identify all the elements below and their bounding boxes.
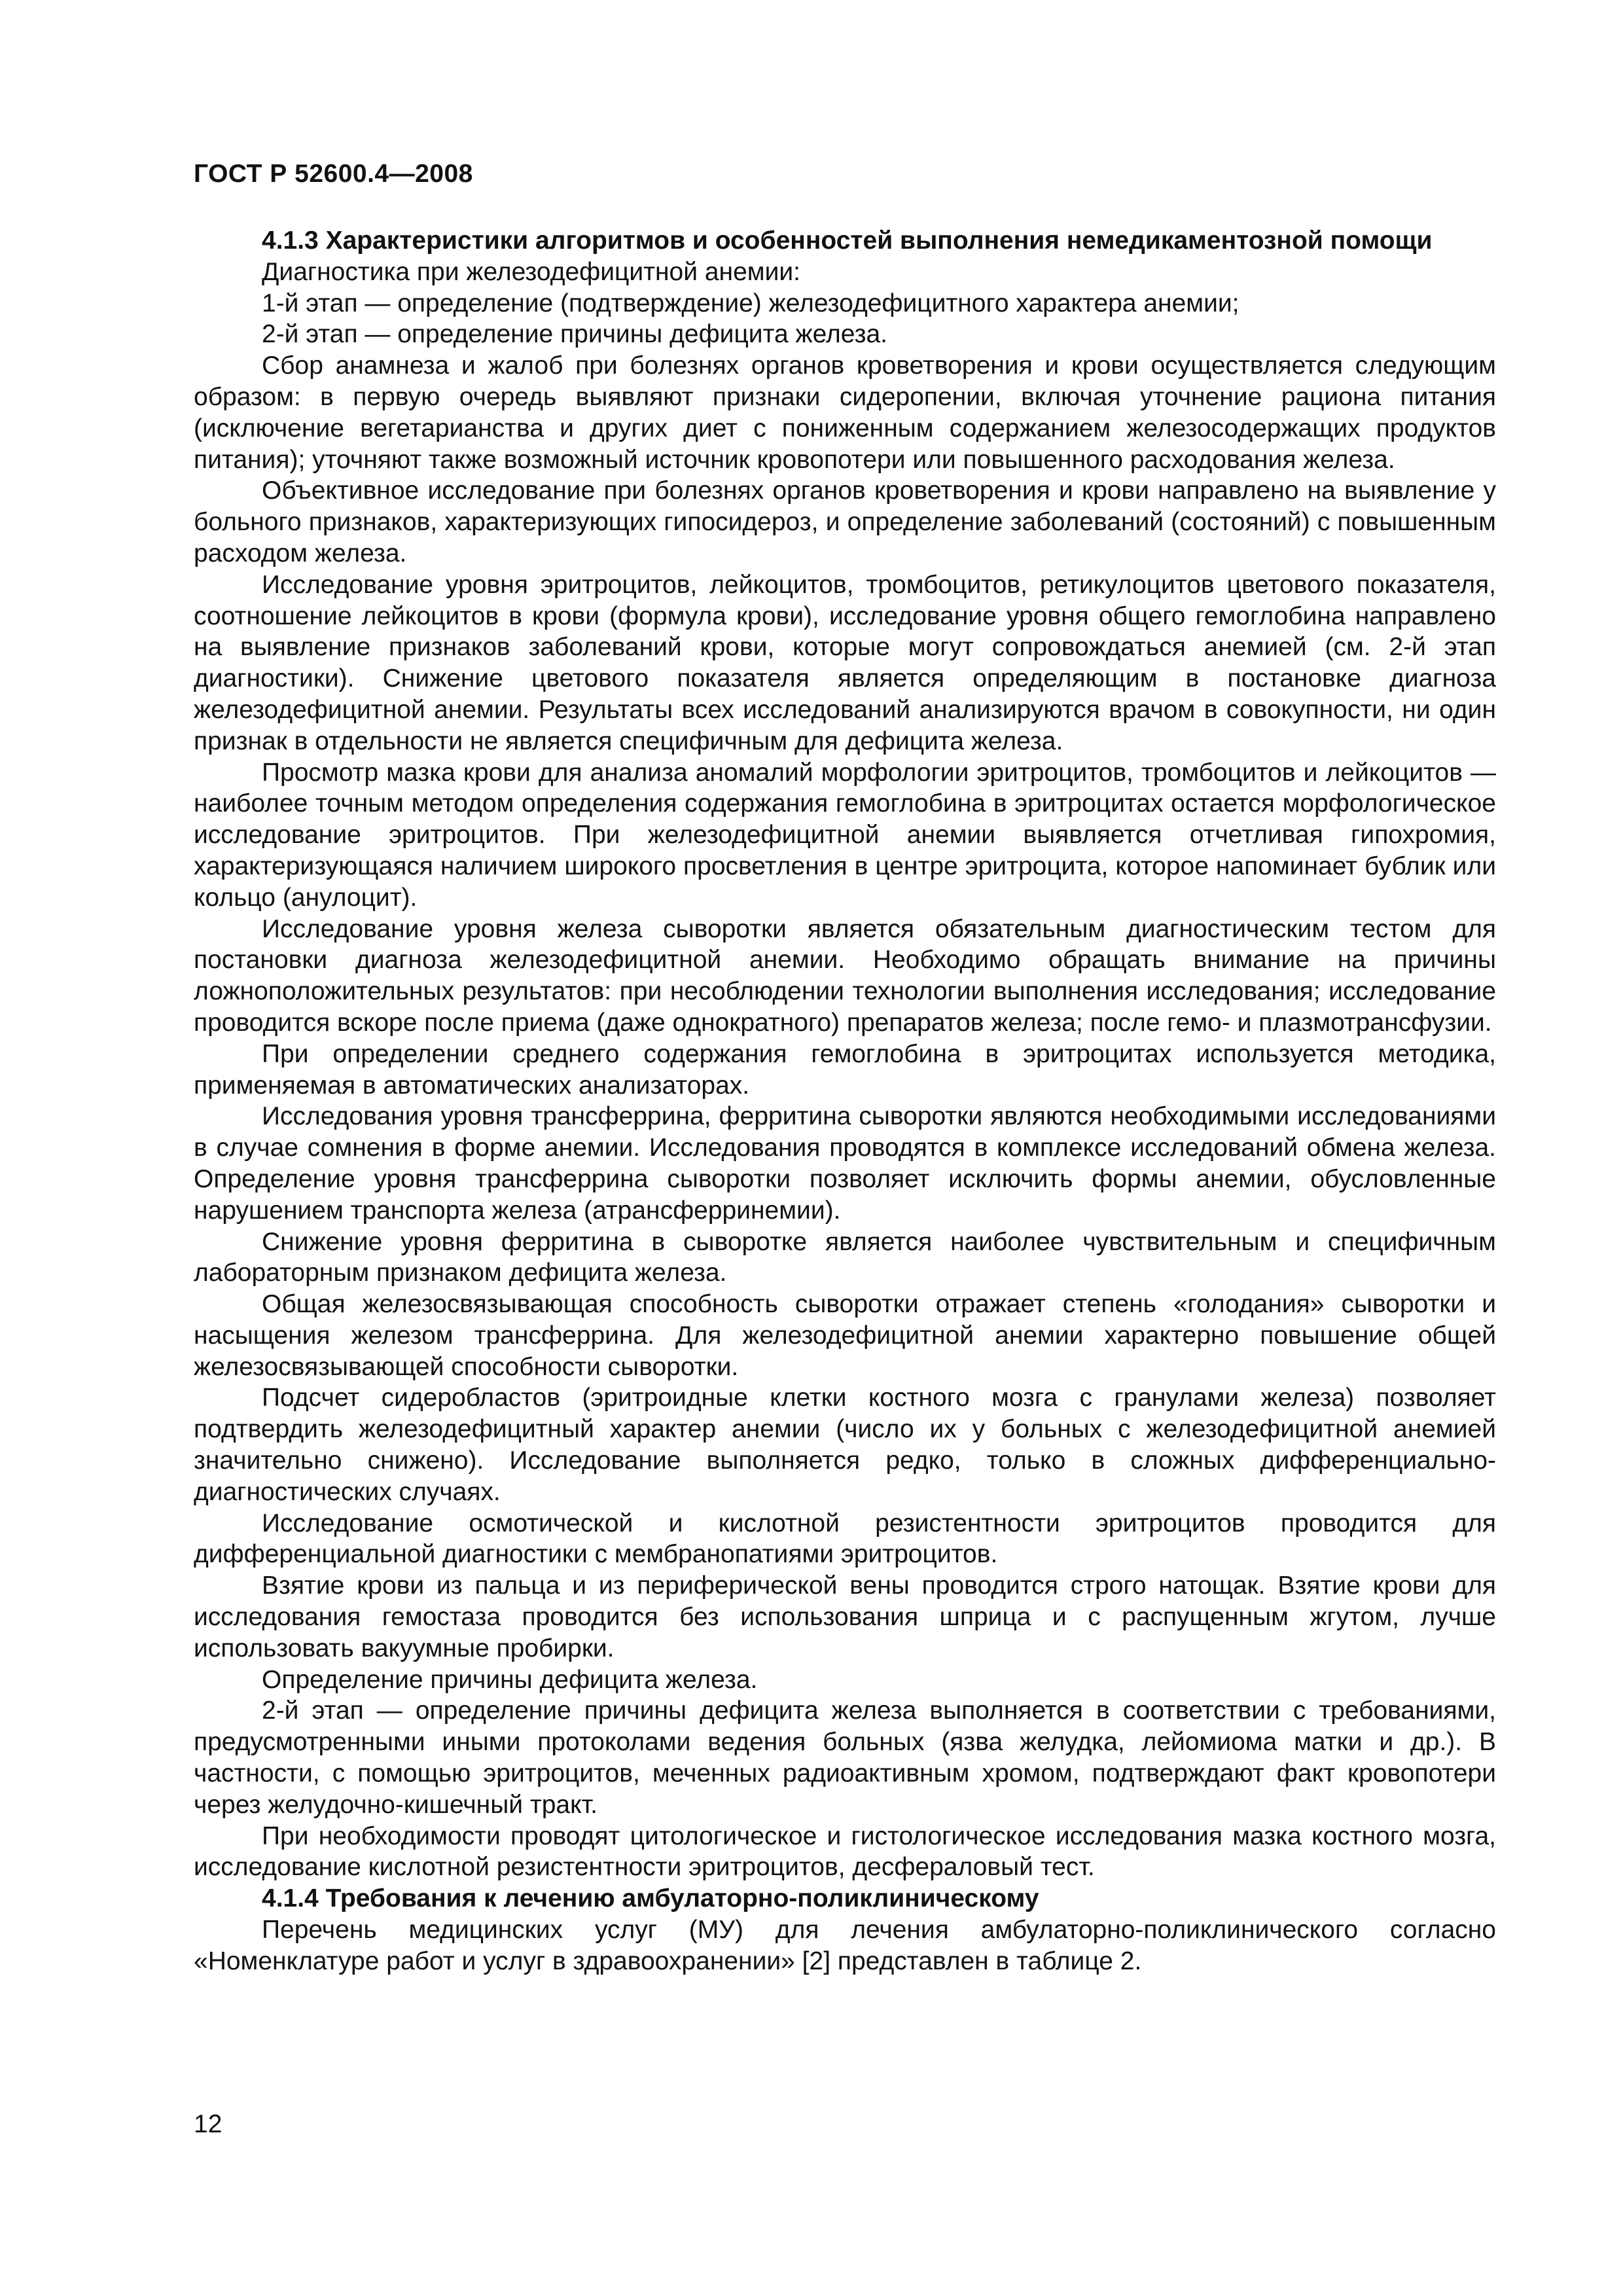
paragraph: Исследование уровня железа сыворотки является обязательным диагностическим тестом для постановки диагноза железодефицитной анемии. Необходимо обращать внимание на причины ложноположительных результатов: при несоблюдении технологии выполнения исследования; исследование проводится вскоре после приема (даже однократного) препаратов железа; после гемо- и плазмотрансфузии. (194, 914, 1496, 1037)
paragraph: Взятие крови из пальца и из периферической вены проводится строго натощак. Взятие крови для исследования гемостаза проводится без использования шприца и с распущенным жгутом, лучше использовать вакуумные пробирки. (194, 1571, 1496, 1662)
paragraph: Подсчет сидеробластов (эритроидные клетки костного мозга с гранулами железа) позволяет подтвердить железодефицитный характер анемии (число их у больных с железодефицитной анемией значительно снижено). Исследование выполняется редко, только в сложных дифференциально-диагностических случаях. (194, 1384, 1496, 1506)
standard-code-header: ГОСТ Р 52600.4—2008 (194, 160, 473, 188)
paragraph: Исследование осмотической и кислотной резистентности эритроцитов проводится для дифференциальной диагностики с мембранопатиями эритроцитов. (194, 1509, 1496, 1569)
paragraph: 2-й этап — определение причины дефицита железа выполняется в соответствии с требованиями, предусмотренными иными протоколами ведения больных (язва желудка, лейомиома матки и др.). В частности, с помощью эритроцитов, меченных радиоактивным хромом, подтверждают факт кровопотери через желудочно-кишечный тракт. (194, 1696, 1496, 1819)
paragraph: При необходимости проводят цитологическое и гистологическое исследования мазка костного мозга, исследование кислотной резистентности эритроцитов, десфераловый тест. (194, 1821, 1496, 1882)
paragraph: Исследование уровня эритроцитов, лейкоцитов, тромбоцитов, ретикулоцитов цветового показателя, соотношение лейкоцитов в крови (формула крови), исследование уровня общего гемоглобина направлено на выявление признаков заболеваний крови, которые могут сопровождаться анемией (см. 2-й этап диагностики). Снижение цветового показателя является определяющим в постановке диагноза железодефицитной анемии. Результаты всех исследований анализируются врачом в совокупности, ни один признак в отдельности не является специфичным для дефицита железа. (194, 570, 1496, 755)
paragraph: Исследования уровня трансферрина, ферритина сыворотки являются необходимыми исследованиями в случае сомнения в форме анемии. Исследования проводятся в комплексе исследований обмена железа. Определение уровня трансферрина сыворотки позволяет исключить формы анемии, обусловленные нарушением транспорта железа (атрансферринемии). (194, 1102, 1496, 1225)
paragraph: Снижение уровня ферритина в сыворотке является наиболее чувствительным и специфичным лабораторным признаком дефицита железа. (194, 1227, 1496, 1287)
paragraph: Перечень медицинских услуг (МУ) для лечения амбулаторно-поликлинического согласно «Номенклатуре работ и услуг в здравоохранении» [2] представлен в таблице 2. (194, 1916, 1496, 1975)
paragraph: Общая железосвязывающая способность сыворотки отражает степень «голодания» сыворотки и насыщения железом трансферрина. Для железодефицитной анемии характерно повышение общей железосвязывающей способности сыворотки. (194, 1290, 1496, 1381)
paragraph: 1-й этап — определение (подтверждение) железодефицитного характера анемии; (262, 289, 1240, 317)
section-heading-4-1-4: 4.1.4 Требования к лечению амбулаторно-поликлиническому (262, 1884, 1039, 1913)
section-heading-4-1-3: 4.1.3 Характеристики алгоритмов и особенностей выполнения немедикаментозной помощи (262, 226, 1433, 255)
document-body (194, 225, 1496, 1977)
page-number: 12 (194, 2110, 223, 2138)
paragraph: Диагностика при железодефицитной анемии: (262, 257, 800, 286)
paragraph: 2-й этап — определение причины дефицита железа. (262, 320, 887, 349)
paragraph: Объективное исследование при болезнях органов кроветворения и крови направлено на выявление у больного признаков, характеризующих гипосидероз, и определение заболеваний (состояний) с повышенным расходом железа. (194, 476, 1496, 567)
paragraph: Определение причины дефицита железа. (262, 1665, 758, 1694)
paragraph: Просмотр мазка крови для анализа аномалий морфологии эритроцитов, тромбоцитов и лейкоцитов — наиболее точным методом определения содержания гемоглобина в эритроцитах остается морфологическое исследование эритроцитов. При железодефицитной анемии выявляется отчетливая гипохромия, характеризующаяся наличием широкого просветления в центре эритроцита, которое напоминает бублик или кольцо (анулоцит). (194, 758, 1496, 912)
paragraph: При определении среднего содержания гемоглобина в эритроцитах используется методика, применяемая в автоматических анализаторах. (194, 1039, 1496, 1100)
paragraph: Сбор анамнеза и жалоб при болезнях органов кроветворения и крови осуществляется следующим образом: в первую очередь выявляют признаки сидеропении, включая уточнение рациона питания (исключение вегетарианства и других диет с пониженным содержанием железосодержащих продуктов питания); уточняют также возможный источник кровопотери или повышенного расходования железа. (194, 351, 1496, 474)
